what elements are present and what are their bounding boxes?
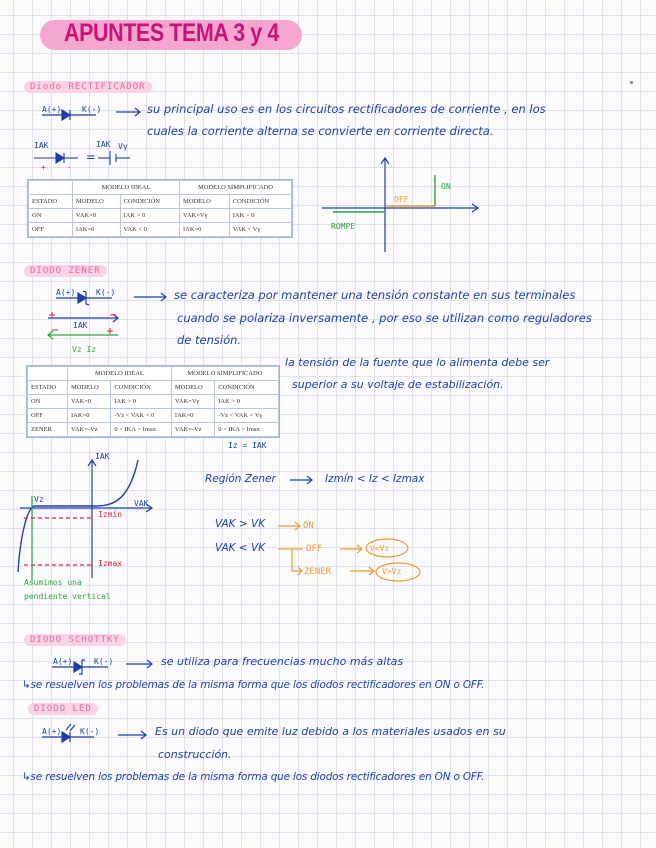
graph-on-label: ON: [441, 182, 451, 191]
zener-text-3: de tensión.: [177, 333, 242, 347]
zener-iv-curve: [18, 460, 138, 572]
table-cell: VAK=0: [72, 209, 120, 223]
zener-diode-symbol: [56, 291, 112, 305]
graph-rompe-label: ROMPE: [331, 222, 356, 231]
led-text-2: construcción.: [158, 748, 232, 761]
section-tag-schottky: DIODO SCHOTTKY: [24, 634, 126, 646]
table-header: ESTADO: [28, 381, 68, 395]
zener-note-1: la tensión de la fuente que lo alimenta debe ser: [285, 356, 550, 369]
region-zener-label: Región Zener: [205, 473, 276, 485]
table-group-header: MODELO IDEAL: [68, 367, 172, 381]
zener-graph-izmin: Izmín: [98, 510, 123, 519]
table-group-header: MODELO IDEAL: [72, 181, 179, 195]
table-cell: -Vz < VAK < Vγ: [215, 409, 279, 423]
arrow-icon: [48, 293, 166, 322]
zener-graph-vz: Vz: [34, 495, 44, 504]
plus-sign: +: [41, 163, 46, 172]
cathode-label: K(-): [82, 105, 102, 114]
vgamma-label: Vγ: [118, 142, 128, 151]
table-cell: IAK=0: [179, 223, 229, 237]
table-cell: OFF: [29, 223, 73, 237]
equals-sign: =: [86, 150, 96, 164]
table-header: CONDICIÓN: [215, 381, 279, 395]
condition-2: VAK < VK: [215, 542, 266, 554]
zener-graph-note-1: Asumimos una: [24, 578, 82, 587]
led-diode-symbol: [42, 724, 94, 742]
table-cell: ON: [28, 395, 68, 409]
iak-label-2: IAK: [96, 140, 111, 149]
zener-graph-vak: VAK: [134, 499, 149, 508]
arrow-icon: [290, 476, 312, 484]
arrow-icon: [116, 108, 140, 116]
table-header: MODELO: [68, 381, 111, 395]
anode-label: A(+): [42, 105, 62, 114]
region-zener-expr: Izmín < Iz < Izmax: [325, 473, 425, 485]
table-cell: IAK > 0: [120, 209, 179, 223]
table-group-header: MODELO SIMPLIFICADO: [179, 181, 291, 195]
condition-2-zener: ZENER: [304, 567, 332, 577]
table-header: CONDICIÓN: [111, 381, 172, 395]
diode-equivalent-sketch: [34, 151, 130, 165]
table-cell: IAK > 0: [215, 395, 279, 409]
led-cathode-label: K(-): [80, 727, 100, 736]
table-cell: IAK=0: [171, 409, 214, 423]
table-cell: OFF: [28, 409, 68, 423]
arrow-icon: [126, 660, 152, 668]
schottky-text-2: ↳se resuelven los problemas de la misma forma que los diodos rectificadores en ON o OFF.: [22, 679, 485, 691]
minus-sign: -: [67, 163, 72, 172]
table-cell: IAK=0: [68, 409, 111, 423]
rectifier-diode-symbol: [42, 110, 96, 120]
table-cell: VAK=-Vz: [68, 423, 111, 437]
graph-off-label: OFF: [394, 195, 409, 204]
zener-graph-note-2: pendiente vertical: [24, 592, 111, 601]
condition-1: VAK > VK: [215, 518, 266, 530]
table-cell: IAK > 0: [229, 209, 291, 223]
table-cell: IAK=0: [72, 223, 120, 237]
section-tag-rectificador: Diodo RECTIFICADOR: [24, 81, 152, 93]
zener-iak-label: IAK: [73, 321, 88, 330]
zener-graph-iak: IAK: [95, 452, 110, 461]
page-title: APUNTES TEMA 3 y 4: [64, 19, 279, 47]
condition-2-off: OFF: [306, 544, 323, 554]
table-header: CONDICIÓN: [120, 195, 179, 209]
zener-vz-iz-label: Vz Iz: [72, 345, 97, 354]
condition-2-off-note: V<Vz: [370, 544, 390, 553]
condition-1-result: ON: [303, 521, 314, 531]
table-cell: VAK < Vγ: [229, 223, 291, 237]
zener-polarity-line: [48, 331, 118, 339]
rectifier-iv-graph: [322, 158, 478, 252]
section-tag-zener: DIODO ZENER: [24, 265, 107, 277]
table-header: MODELO: [72, 195, 120, 209]
table-header: ESTADO: [29, 195, 73, 209]
schottky-text-1: se utiliza para frecuencias mucho más altas: [161, 655, 404, 668]
condition-2-zener-note: V>Vz: [382, 567, 402, 576]
table-cell: VAK=Vγ: [179, 209, 229, 223]
section-tag-led: DIODO LED: [28, 703, 98, 715]
table-cell: ZENER: [28, 423, 68, 437]
table-cell: VAK=-Vz: [171, 423, 214, 437]
table-cell: ON: [29, 209, 73, 223]
led-text-1: Es un diodo que emite luz debido a los materiales usados en su: [155, 725, 506, 738]
zener-text-1: se caracteriza por mantener una tensión constante en sus terminales: [174, 288, 576, 302]
rectificador-text-1: su principal uso es en los circuitos rectificadores de corriente , en los: [147, 102, 546, 116]
iz-equals-iak: Iz = IAK: [228, 441, 267, 450]
zener-text-2: cuando se polariza inversamente , por eso se utilizan como reguladores: [177, 311, 592, 325]
table-cell: VAK=Vγ: [171, 395, 214, 409]
table-cell: VAK=0: [68, 395, 111, 409]
table-cell: -Vz < VAK < 0: [111, 409, 172, 423]
condition-arrows: [278, 522, 420, 581]
table-cell: IAK > 0: [111, 395, 172, 409]
schottky-diode-symbol: [52, 660, 108, 674]
schottky-cathode-label: K(-): [94, 657, 114, 666]
zener-cathode-label: K(-): [96, 288, 116, 297]
schottky-anode-label: A(+): [53, 657, 73, 666]
iak-label: IAK: [34, 141, 49, 150]
table-cell: VAK < 0: [120, 223, 179, 237]
rectifier-characteristic: [333, 175, 435, 212]
led-anode-label: A(+): [42, 727, 62, 736]
zener-anode-label: A(+): [56, 288, 76, 297]
zener-note-2: superior a su voltaje de estabilización.: [292, 378, 504, 391]
table-header: CONDICIÓN: [229, 195, 291, 209]
table-header: MODELO: [171, 381, 214, 395]
zener-graph-izmax: Izmax: [98, 559, 123, 568]
rectificador-text-2: cuales la corriente alterna se convierte en corriente directa.: [147, 124, 494, 138]
table-cell: 0 > IKA > Imax: [215, 423, 279, 437]
table-group-header: MODELO SIMPLIFICADO: [171, 367, 278, 381]
table-header: MODELO: [179, 195, 229, 209]
led-text-3: ↳se resuelven los problemas de la misma forma que los diodos rectificadores en ON o OFF.: [22, 771, 485, 783]
arrow-icon: [118, 731, 146, 739]
zener-polarity-signs: [49, 312, 116, 334]
table-cell: 0 > IKA > Imax: [111, 423, 172, 437]
